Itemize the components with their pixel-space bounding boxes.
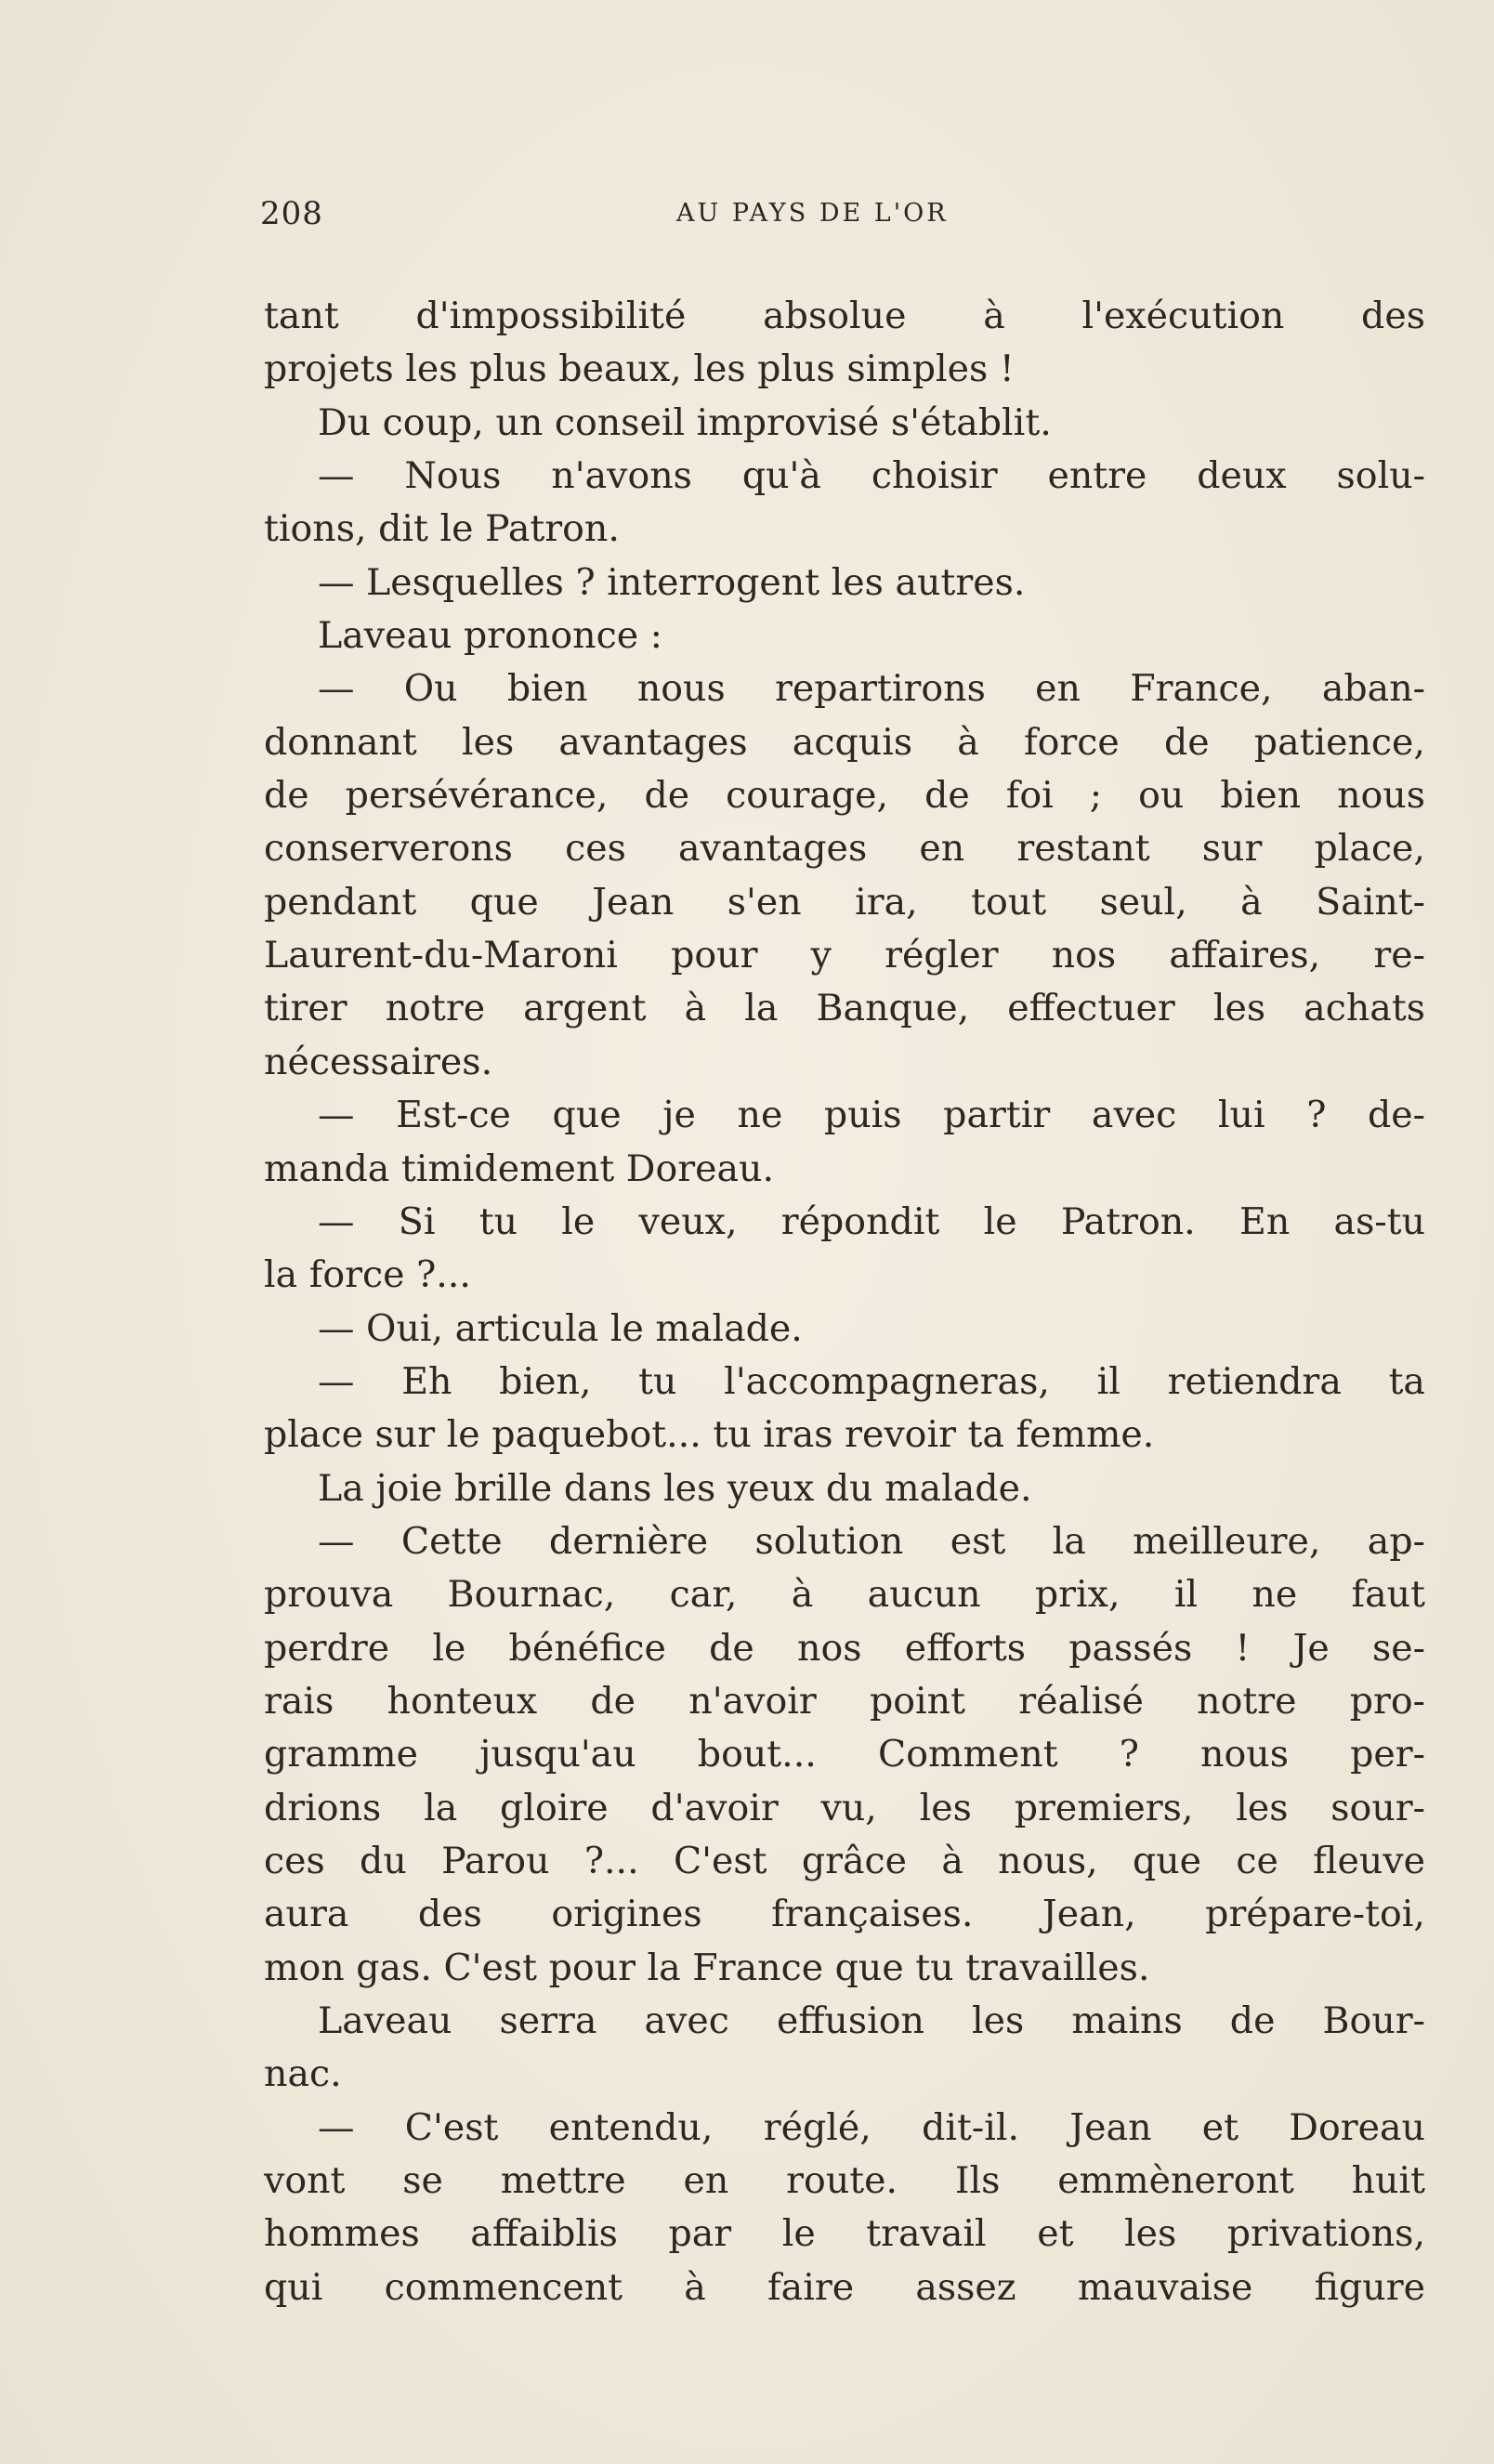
text-line: manda timidement Doreau. [264,1147,775,1190]
text-line: donnant les avantages acquis à force de patience, [264,720,1425,764]
text-line: nac. [264,2052,342,2096]
page-header [260,195,1412,242]
text-line: prouva Bournac, car, à aucun prix, il ne faut [264,1573,1425,1617]
text-line: — C'est entendu, réglé, dit-il. Jean et Doreau [318,2105,1425,2149]
text-line: Laveau prononce : [318,614,662,658]
text-line: Laveau serra avec effusion les mains de Bour- [318,1999,1425,2042]
body-text [264,290,1425,2314]
text-line: conserverons ces avantages en restant sur place, [264,827,1425,871]
text-line: tions, dit le Patron. [264,507,620,551]
text-line: de persévérance, de courage, de foi ; ou bien nous [264,774,1425,818]
text-line: Laurent-du-Maroni pour y régler nos affaires, re- [264,934,1425,977]
text-line: — Nous n'avons qu'à choisir entre deux solu- [318,454,1425,498]
text-line: La joie brille dans les yeux du malade. [318,1466,1032,1510]
text-line: Du coup, un conseil improvisé s'établit. [318,400,1052,444]
text-line: tirer notre argent à la Banque, effectuer les achats [264,987,1425,1030]
text-line: ces du Parou ?... C'est grâce à nous, que ce fleuve [264,1839,1425,1882]
text-line: pendant que Jean s'en ira, tout seul, à Saint- [264,880,1425,924]
text-line: tant d'impossibilité absolue à l'exécution des [264,295,1425,337]
text-line: vont se mettre en route. Ils emmèneront huit [264,2159,1425,2203]
text-line: — Ou bien nous repartirons en France, aban- [318,667,1425,711]
text-line: perdre le bénéfice de nos efforts passés ! Je se- [264,1626,1425,1670]
text-line: aura des origines françaises. Jean, prépare-toi, [264,1893,1425,1936]
text-line: — Cette dernière solution est la meilleure, ap- [318,1519,1425,1563]
page-number: 208 [260,195,323,232]
text-line: — Oui, articula le malade. [318,1306,803,1350]
text-line: gramme jusqu'au bout... Comment ? nous per- [264,1733,1425,1776]
text-line: nécessaires. [264,1040,493,1083]
text-line: la force ?... [264,1253,471,1297]
text-line: — Lesquelles ? interrogent les autres. [318,560,1026,604]
text-line: hommes affaiblis par le travail et les privations, [264,2212,1425,2256]
text-line: rais honteux de n'avoir point réalisé notre pro- [264,1679,1425,1723]
text-line: qui commencent à faire assez mauvaise figure [264,2265,1425,2309]
text-line: projets les plus beaux, les plus simples ! [264,347,1015,391]
text-line: drions la gloire d'avoir vu, les premiers, les sour- [264,1786,1425,1829]
text-line: mon gas. C'est pour la France que tu travailles. [264,1946,1150,1989]
text-line: — Est-ce que je ne puis partir avec lui ? de- [318,1094,1425,1137]
running-head: AU PAYS DE L'OR [676,199,949,228]
text-line: — Eh bien, tu l'accompagneras, il retiendra ta [318,1359,1425,1403]
text-line: place sur le paquebot... tu iras revoir ta femme. [264,1413,1155,1457]
text-line: — Si tu le veux, répondit le Patron. En as-tu [318,1199,1425,1243]
